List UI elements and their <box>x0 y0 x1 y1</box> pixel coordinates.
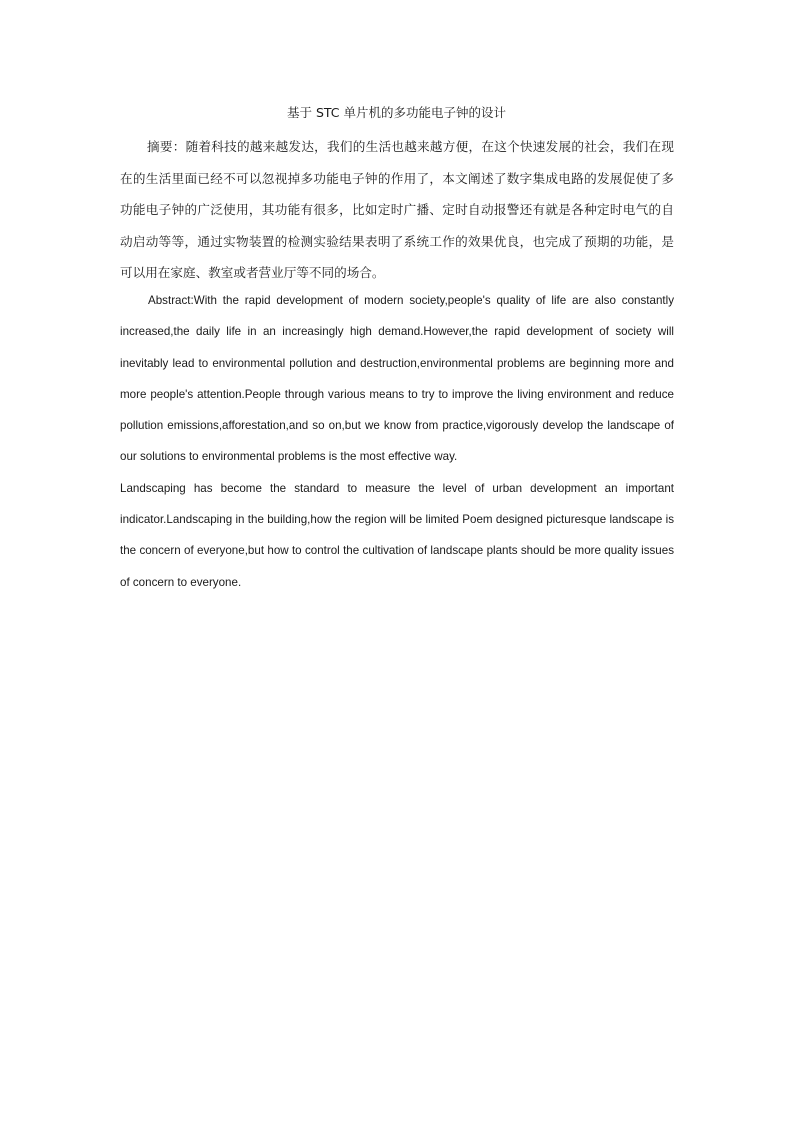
document-title: 基于 STC 单片机的多功能电子钟的设计 <box>286 105 506 120</box>
english-section <box>120 285 674 598</box>
chinese-abstract: 摘要：随着科技的越来越发达，我们的生活也越来越方便，在这个快速发展的社会，我们在现在的生活里面已经不可以忽视掉多功能电子钟的作用了，本文阐述了数字集成电路的发展促使了多功能电子钟的广泛使用，其功能有很多，比如定时广播、定时自动报警还有就是各种定时电气的自动启动等等，通过实物装置的检测实验结果表明了系统工作的效果优良，也完成了预期的功能，是可以用在家庭、教室或者营业厅等不同的场合。 <box>120 139 674 280</box>
landscaping-paragraph: Landscaping has become the standard to measure the level of urban development an important indicator.Landscaping in the building,how the region will be limited Poem designed picturesque landscape is the concern of everyone,but how to control the cultivation of landscape plants should be more quality issues of concern to everyone. <box>120 481 674 589</box>
english-abstract: Abstract:With the rapid development of modern society,people's quality of life are also constantly increased,the daily life in an increasingly high demand.However,the rapid development of society will inevitably lead to environmental pollution and destruction,environmental problems are beginning more and more people's attention.People through various means to try to improve the living environment and reduce pollution emissions,afforestation,and so on,but we know from practice,vigorously develop the landscape of our solutions to environmental problems is the most effective way. <box>120 294 674 464</box>
